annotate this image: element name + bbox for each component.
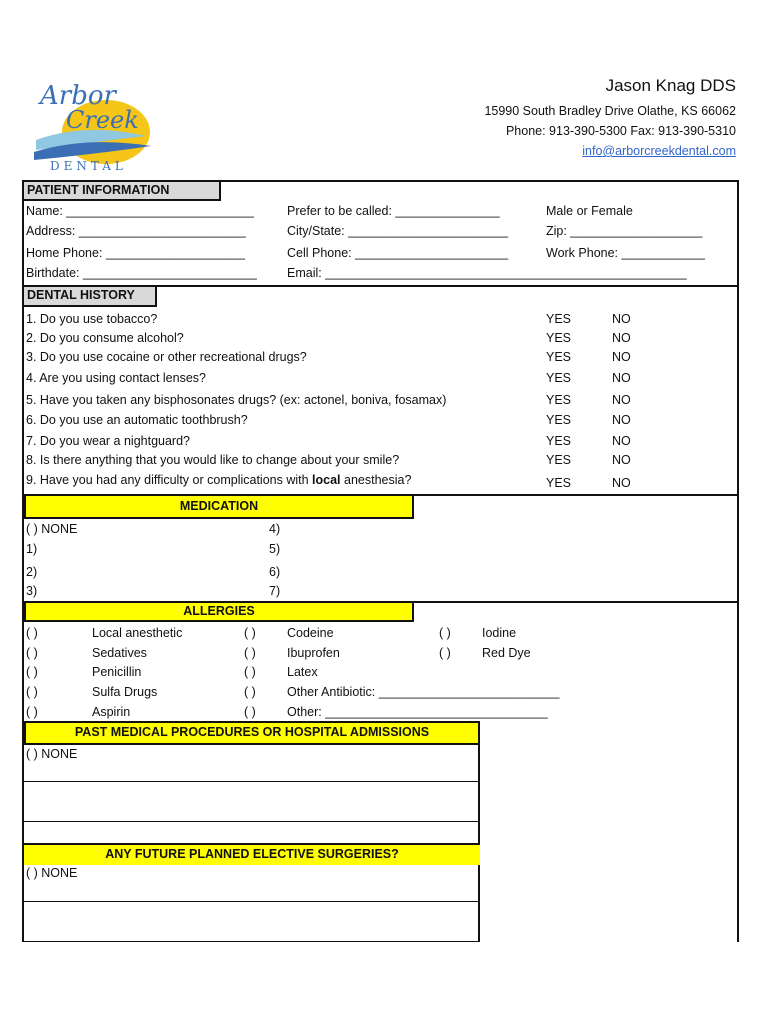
no-option-9[interactable]: NO (612, 476, 631, 490)
medication-3[interactable]: 3) (26, 584, 38, 598)
allergy-mark-6[interactable]: ( ) (244, 626, 256, 640)
cell-phone-field[interactable]: Cell Phone: ______________________ (287, 246, 509, 260)
allergy-mark-12[interactable]: ( ) (439, 646, 451, 660)
no-option-1[interactable]: NO (612, 312, 631, 326)
medication-1[interactable]: 1) (26, 542, 38, 556)
allergy-mark-7[interactable]: ( ) (244, 646, 256, 660)
name-field[interactable]: Name: ___________________________ (26, 204, 254, 218)
dental-history-header: DENTAL HISTORY (22, 285, 157, 307)
future-surgeries-line-2[interactable] (24, 941, 479, 942)
future-surgeries-line-1[interactable] (24, 901, 479, 902)
city-state-field[interactable]: City/State: _______________________ (287, 224, 509, 238)
birthdate-field[interactable]: Birthdate: _________________________ (26, 266, 257, 280)
allergies-header: ALLERGIES (24, 601, 414, 622)
question-1: 1. Do you use tobacco? (26, 312, 158, 326)
yes-option-2[interactable]: YES (546, 331, 572, 345)
patient-information-header: PATIENT INFORMATION (22, 180, 221, 201)
allergy-mark-2[interactable]: ( ) (26, 646, 38, 660)
question-4: 4. Are you using contact lenses? (26, 371, 206, 385)
allergy-iodine: Iodine (482, 626, 517, 640)
medication-2[interactable]: 2) (26, 565, 38, 579)
no-option-5[interactable]: NO (612, 393, 631, 407)
yes-option-1[interactable]: YES (546, 312, 572, 326)
allergy-codeine: Codeine (287, 626, 334, 640)
allergy-mark-11[interactable]: ( ) (439, 626, 451, 640)
no-option-7[interactable]: NO (612, 434, 631, 448)
home-phone-field[interactable]: Home Phone: ____________________ (26, 246, 245, 260)
question-8: 8. Is there anything that you would like to change about your smile? (26, 453, 400, 467)
medication-4[interactable]: 4) (269, 522, 281, 536)
question-7: 7. Do you wear a nightguard? (26, 434, 190, 448)
yes-option-9[interactable]: YES (546, 476, 572, 490)
allergy-mark-5[interactable]: ( ) (26, 705, 38, 719)
past-procedures-line-2[interactable] (24, 821, 479, 822)
zip-field[interactable]: Zip: ___________________ (546, 224, 703, 238)
past-procedures-right-border (478, 721, 480, 942)
medication-6[interactable]: 6) (269, 565, 281, 579)
practice-phone-fax: Phone: 913-390-5300 Fax: 913-390-5310 (505, 124, 736, 138)
yes-option-5[interactable]: YES (546, 393, 572, 407)
past-procedures-line-1[interactable] (24, 781, 479, 782)
yes-option-6[interactable]: YES (546, 413, 572, 427)
practice-address: 15990 South Bradley Drive Olathe, KS 66062 (484, 104, 736, 118)
allergy-local-anesthetic: Local anesthetic (92, 626, 183, 640)
prefer-called-field[interactable]: Prefer to be called: _______________ (287, 204, 500, 218)
allergy-sulfa-drugs: Sulfa Drugs (92, 685, 158, 699)
gender-field[interactable]: Male or Female (546, 204, 633, 218)
medication-header: MEDICATION (24, 494, 414, 519)
allergy-mark-10[interactable]: ( ) (244, 705, 256, 719)
logo-graphic (26, 70, 161, 175)
allergy-mark-4[interactable]: ( ) (26, 685, 38, 699)
no-option-2[interactable]: NO (612, 331, 631, 345)
question-6: 6. Do you use an automatic toothbrush? (26, 413, 248, 427)
future-surgeries-none-option[interactable]: ( ) NONE (26, 866, 78, 880)
allergy-latex: Latex (287, 665, 318, 679)
past-procedures-none-option[interactable]: ( ) NONE (26, 747, 78, 761)
question-9-text: 9. Have you had any difficulty or complications with (26, 473, 313, 487)
email-field[interactable]: Email: ____________________________________________________ (287, 266, 687, 280)
allergy-aspirin: Aspirin (92, 705, 131, 719)
logo-text-creek: Creek (66, 106, 139, 134)
allergy-mark-8[interactable]: ( ) (244, 665, 256, 679)
form-right-border (737, 180, 739, 942)
medication-none-option[interactable]: ( ) NONE (26, 522, 78, 536)
question-5: 5. Have you taken any bisphosonates drugs? (ex: actonel, boniva, fosamax) (26, 393, 447, 407)
allergy-other[interactable]: Other: ________________________________ (287, 705, 548, 719)
medication-5[interactable]: 5) (269, 542, 281, 556)
past-procedures-header: PAST MEDICAL PROCEDURES OR HOSPITAL ADMISSIONS (24, 721, 480, 745)
logo-text-arbor: Arbor (40, 81, 116, 111)
address-field[interactable]: Address: ________________________ (26, 224, 246, 238)
question-9-bold: local (312, 473, 341, 487)
no-option-8[interactable]: NO (612, 453, 631, 467)
no-option-3[interactable]: NO (612, 350, 631, 364)
allergy-ibuprofen: Ibuprofen (287, 646, 340, 660)
allergy-mark-9[interactable]: ( ) (244, 685, 256, 699)
future-surgeries-header: ANY FUTURE PLANNED ELECTIVE SURGERIES? (24, 843, 480, 865)
question-2: 2. Do you consume alcohol? (26, 331, 184, 345)
question-3: 3. Do you use cocaine or other recreational drugs? (26, 350, 307, 364)
practice-logo (26, 70, 161, 175)
logo-text-dental: DENTAL (50, 159, 127, 173)
practice-email-link[interactable]: info@arborcreekdental.com (582, 144, 736, 158)
yes-option-4[interactable]: YES (546, 371, 572, 385)
no-option-6[interactable]: NO (612, 413, 631, 427)
no-option-4[interactable]: NO (612, 371, 631, 385)
yes-option-3[interactable]: YES (546, 350, 572, 364)
allergy-other-antibiotic[interactable]: Other Antibiotic: __________________________ (287, 685, 560, 699)
allergy-mark-1[interactable]: ( ) (26, 626, 38, 640)
medication-7[interactable]: 7) (269, 584, 281, 598)
question-9 (26, 473, 411, 487)
yes-option-7[interactable]: YES (546, 434, 572, 448)
question-9-end: anesthesia? (340, 473, 412, 487)
work-phone-field[interactable]: Work Phone: ____________ (546, 246, 705, 260)
yes-option-8[interactable]: YES (546, 453, 572, 467)
allergy-mark-3[interactable]: ( ) (26, 665, 38, 679)
allergy-sedatives: Sedatives (92, 646, 147, 660)
allergy-red-dye: Red Dye (482, 646, 531, 660)
allergy-penicillin: Penicillin (92, 665, 142, 679)
practice-name: Jason Knag DDS (605, 76, 736, 95)
